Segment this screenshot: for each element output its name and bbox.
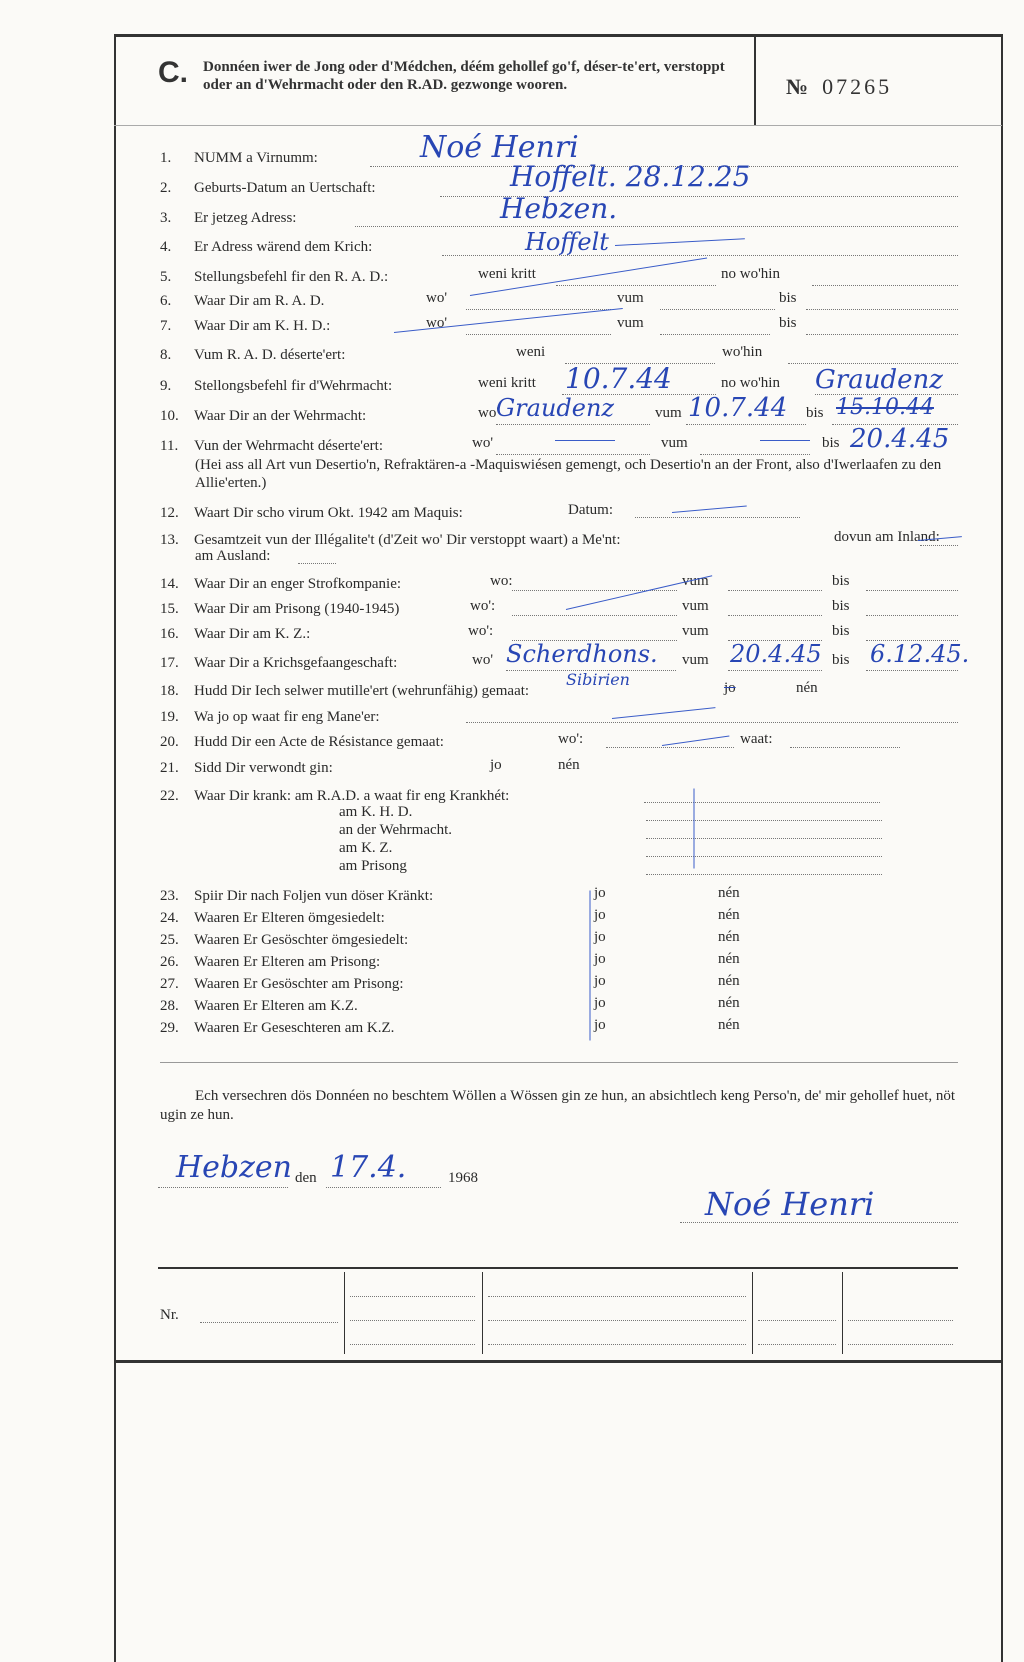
question-row-13: 13. Gesamtzeit vun der Illégalite't (d'Zeit wo' Dir verstoppt waart) a Me'nt: [160,532,621,548]
question-row-27: 27. Waaren Er Gesöschter am Prisong: [160,976,404,992]
header-divider [114,125,1002,126]
question-row-24: 24. Waaren Er Elteren ömgesiedelt: [160,910,385,926]
question-row-12: 12. Waart Dir scho virum Okt. 1942 am Maquis: [160,505,463,521]
header-divider-vertical [754,36,756,125]
answer-17-where[interactable]: Scherdhons. [506,640,658,668]
form-frame-bottom [114,1360,1003,1363]
question-row-25: 25. Waaren Er Gesöschter ömgesiedelt: [160,932,409,948]
number-value: 07265 [822,74,893,99]
question-row-29: 29. Waaren Er Geseschteren am K.Z. [160,1020,395,1036]
section-title: Donnéen iwer de Jong oder d'Médchen, déém gehollef go'f, déser-te'ert, verstoppt oder an d'Wehrmacht oder den R.AD. gezwonge wooren. [203,59,725,93]
question-row-14: 14. Waar Dir an enger Strofkompanie: [160,576,402,592]
question-row-6: 6. Waar Dir am R. A. D. [160,293,325,309]
question-row-16: 16. Waar Dir am K. Z.: [160,626,311,642]
answer-birth[interactable]: Hoffelt. 28.12.25 [510,160,751,193]
answer-name[interactable]: Noé Henri [420,130,579,165]
question-row-8: 8. Vum R. A. D. déserte'ert: [160,347,346,363]
number-label: № [786,74,809,99]
question-row-4: 4. Er Adress wärend dem Krich: [160,239,373,255]
answer-war-address[interactable]: Hoffelt [525,228,609,256]
signature-name[interactable]: Noé Henri [705,1185,875,1223]
question-row-26: 26. Waaren Er Elteren am Prisong: [160,954,381,970]
question-row-18: 18. Hudd Dir Iech selwer mutille'ert (wehrunfähig) gemaat: [160,683,530,699]
question-row-22: 22. Waar Dir krank: am R.A.D. a waat fir eng Krankhét: [160,788,510,804]
signature-place[interactable]: Hebzen [176,1150,293,1185]
answer-9-place[interactable]: Graudenz [815,365,943,395]
question-row-19: 19. Wa jo op waat fir eng Mane'er: [160,709,380,725]
question-row-1: 1. NUMM a Virnumm: [160,150,318,166]
answer-17-from[interactable]: 20.4.45 [730,640,822,668]
document-number [786,74,892,100]
question-row-10: 10. Waar Dir an der Wehrmacht: [160,408,367,424]
section-letter: C. [158,56,188,89]
declaration-text: Ech versechren dös Donnéen no beschtem Wöllen a Wössen gin ze hun, an absichtlech keng Perso'n, de' mir gehollef huet, nöt ugin ze hun. [160,1088,956,1123]
question-row-2: 2. Geburts-Datum an Uertschaft: [160,180,376,196]
answer-11-to[interactable]: 20.4.45 [850,424,950,454]
answer-9-date[interactable]: 10.7.44 [565,362,672,395]
question-row-17: 17. Waar Dir a Krichsgefaangeschaft: [160,655,398,671]
answer-address[interactable]: Hebzen. [500,192,618,225]
answer-10-where[interactable]: Graudenz [496,394,615,422]
signature-date[interactable]: 17.4. [330,1150,407,1185]
question-row-5: 5. Stellungsbefehl fir den R. A. D.: [160,269,389,285]
question-row-9: 9. Stellongsbefehl fir d'Wehrmacht: [160,378,393,394]
answer-10-to[interactable]: 15.10.44 [836,395,934,420]
question-row-20: 20. Hudd Dir een Acte de Résistance gemaat: [160,734,444,750]
question-row-15: 15. Waar Dir am Prisong (1940-1945) [160,601,400,617]
answer-17-where-note[interactable]: Sibirien [566,670,630,689]
question-row-21: 21. Sidd Dir verwondt gin: [160,760,333,776]
question-row-23: 23. Spiir Dir nach Foljen vun döser Kränkt: [160,888,434,904]
answer-17-to[interactable]: 6.12.45. [870,640,970,668]
footer-nr-label: Nr. [160,1307,179,1323]
answer-18-jo[interactable]: jo [724,680,736,696]
question-row-11: 11. Vun der Wehrmacht déserte'ert: [160,438,383,454]
question-row-28: 28. Waaren Er Elteren am K.Z. [160,998,358,1014]
question-row-3: 3. Er jetzeg Adress: [160,210,297,226]
answer-10-from[interactable]: 10.7.44 [688,393,788,423]
question-row-7: 7. Waar Dir am K. H. D.: [160,318,331,334]
note-11: (Hei ass all Art vun Desertio'n, Refraktären-a -Maquiswiésen gemengt, och Desertio'n an der Front, also d'Iwerlaafen zu den Allie'erten.) [195,457,942,491]
